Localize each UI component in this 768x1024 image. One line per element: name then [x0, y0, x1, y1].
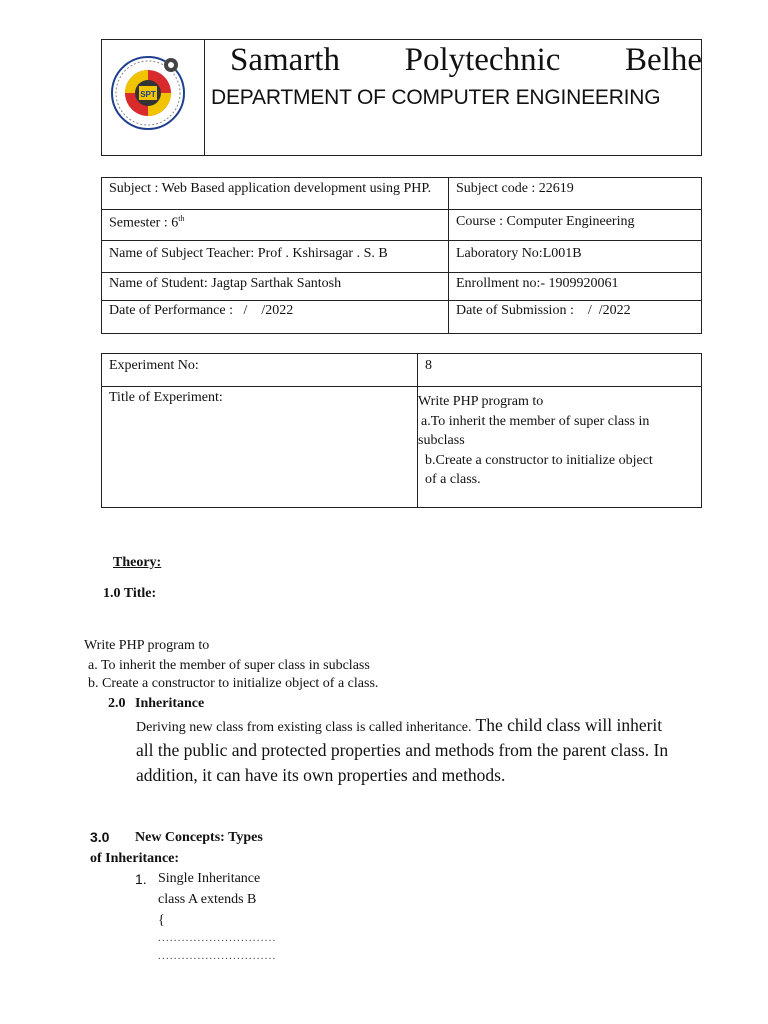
table-cell: Name of Subject Teacher: Prof . Kshirsagar . S. B	[102, 241, 449, 273]
inheritance-text-large: all the public and protected properties and methods from the parent class. In	[136, 740, 669, 760]
table-cell: Enrollment no:- 1909920061	[449, 273, 702, 301]
college-logo-icon	[101, 39, 205, 156]
experiment-title-line: b.Create a constructor to initialize object	[425, 452, 653, 468]
college-name-word: Polytechnic	[404, 42, 561, 78]
theory-title-line: a. To inherit the member of super class in subclass	[88, 658, 370, 673]
table-row	[102, 210, 702, 241]
inheritance-heading: Inheritance	[135, 696, 205, 711]
inheritance-text-large: addition, it can have its own properties and methods.	[136, 765, 506, 785]
experiment-table	[101, 353, 702, 508]
code-placeholder-dots: ..............................	[158, 950, 277, 962]
experiment-no-value: 8	[418, 354, 702, 387]
theory-title-line: Write PHP program to	[84, 638, 210, 653]
table-row	[102, 241, 702, 273]
table-row	[102, 301, 702, 334]
inheritance-number: 2.0	[108, 696, 126, 711]
table-cell: Subject code : 22619	[449, 178, 702, 210]
table-cell: Date of Performance : / /2022	[102, 301, 449, 334]
experiment-no-label: Experiment No:	[102, 354, 418, 387]
semester-superscript: th	[178, 214, 185, 223]
table-row	[102, 178, 702, 210]
college-name	[230, 42, 702, 79]
table-cell: Course : Computer Engineering	[449, 210, 702, 241]
concepts-number: 3.0	[90, 829, 110, 845]
logo-cell	[101, 39, 205, 156]
info-table	[101, 177, 702, 334]
table-cell: Subject : Web Based application development using PHP.	[102, 178, 449, 210]
experiment-title-line: a.To inherit the member of super class in	[421, 413, 650, 429]
semester-label: Semester : 6	[109, 215, 179, 231]
table-row	[102, 387, 702, 508]
experiment-title-label: Title of Experiment:	[102, 387, 418, 508]
list-number: 1.	[135, 871, 147, 887]
list-item: Single Inheritance	[158, 871, 261, 886]
experiment-title-line: Write PHP program to	[418, 394, 544, 409]
logo-text: SPT	[140, 90, 156, 99]
title-heading: 1.0 Title:	[103, 586, 157, 601]
table-cell: Date of Submission : / /2022	[449, 301, 702, 334]
code-line: class A extends B	[158, 892, 257, 907]
inheritance-text-small: Deriving new class from existing class is called inheritance.	[136, 720, 472, 735]
table-row	[102, 354, 702, 387]
college-name-word: Belhe	[625, 42, 702, 78]
table-cell	[102, 210, 449, 241]
concepts-heading: New Concepts: Types	[135, 830, 263, 845]
table-row	[102, 273, 702, 301]
code-placeholder-dots: ..............................	[158, 932, 277, 944]
experiment-title-line: of a class.	[425, 472, 481, 487]
college-name-word: Samarth	[230, 42, 340, 78]
experiment-title-value	[418, 387, 702, 508]
code-line: {	[158, 913, 165, 928]
theory-title-line: b. Create a constructor to initialize object of a class.	[88, 676, 379, 691]
inheritance-paragraph	[136, 715, 662, 736]
department-name: DEPARTMENT OF COMPUTER ENGINEERING	[211, 86, 661, 109]
inheritance-text-large: The child class will inherit	[475, 715, 663, 735]
theory-heading: Theory:	[113, 555, 162, 570]
table-cell: Laboratory No:L001B	[449, 241, 702, 273]
experiment-title-line: subclass	[418, 433, 465, 448]
concepts-heading: of Inheritance:	[90, 851, 180, 866]
table-cell: Name of Student: Jagtap Sarthak Santosh	[102, 273, 449, 301]
